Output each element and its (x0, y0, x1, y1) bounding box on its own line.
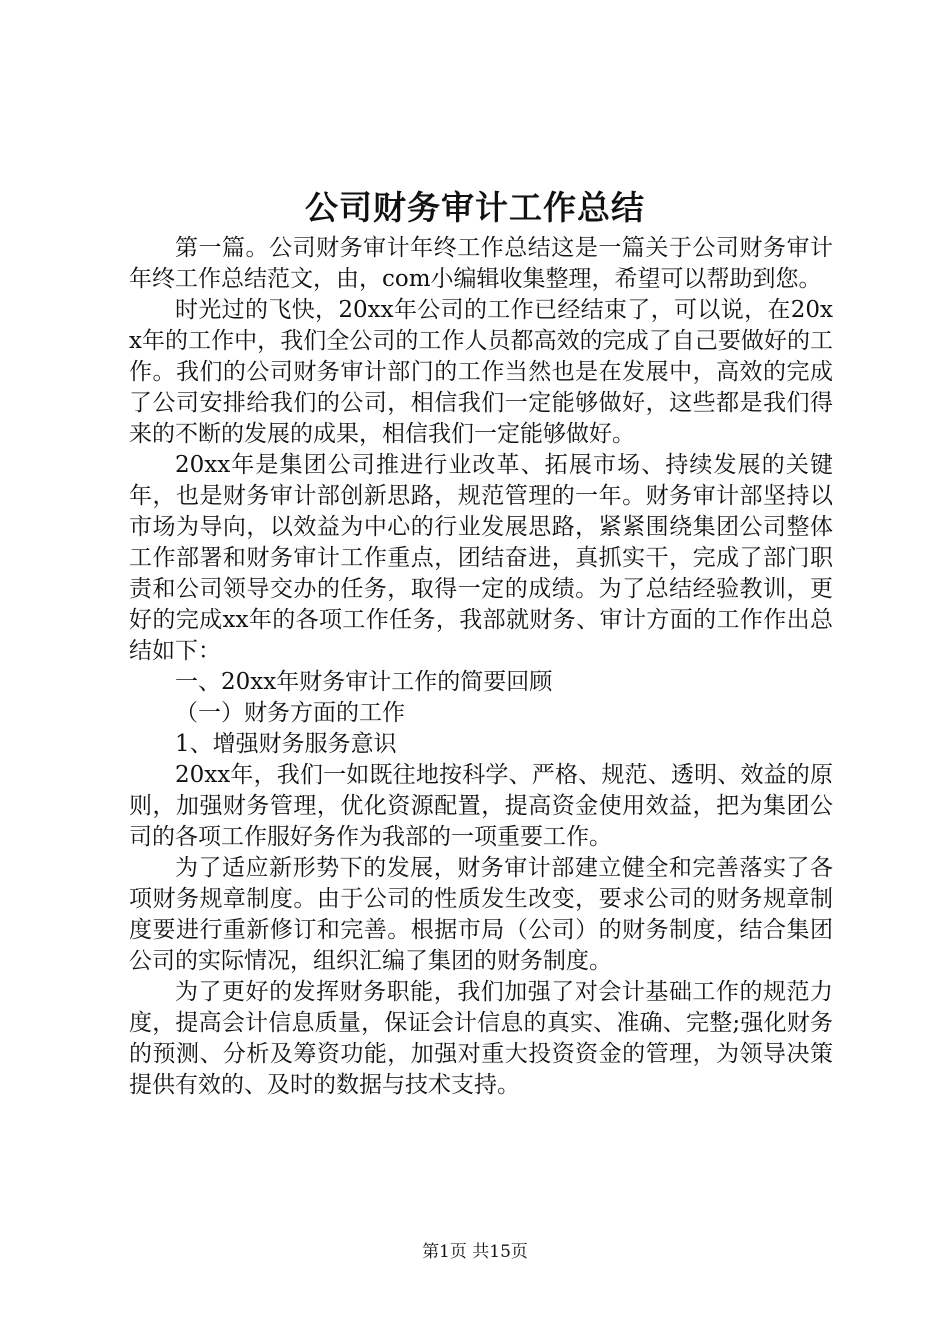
subsection-heading-finance: （一）财务方面的工作 (175, 700, 405, 726)
document-body (129, 233, 833, 1101)
item-heading-service: 1、增强财务服务意识 (175, 731, 397, 757)
paragraph-time-passes: 时光过的飞快，20xx年公司的工作已经结束了，可以说，在20xx年的工作中，我们全公司的工作人员都高效的完成了自己要做好的工作。我们的公司财务审计部门的工作当然也是在发展中，高效的完成了公司安排给我们的公司，相信我们一定能够做好，这些都是我们得来的不断的发展的成果，相信我们一定能够做好。 (129, 297, 833, 447)
paragraph-key-year: 20xx年是集团公司推进行业改革、拓展市场、持续发展的关键年，也是财务审计部创新思路，规范管理的一年。财务审计部坚持以市场为导向，以效益为中心的行业发展思路，紧紧围绕集团公司整体工作部署和财务审计工作重点，团结奋进，真抓实干，完成了部门职责和公司领导交办的任务，取得一定的成绩。为了总结经验教训，更好的完成xx年的各项工作任务，我部就财务、审计方面的工作作出总结如下： (129, 452, 833, 664)
paragraph-regulations: 为了适应新形势下的发展，财务审计部建立健全和完善落实了各项财务规章制度。由于公司的性质发生改变，要求公司的财务规章制度要进行重新修订和完善。根据市局（公司）的财务制度，结合集团公司的实际情况，组织汇编了集团的财务制度。 (129, 855, 833, 974)
section-heading-review: 一、20xx年财务审计工作的简要回顾 (175, 669, 553, 695)
paragraph-accounting: 为了更好的发挥财务职能，我们加强了对会计基础工作的规范力度，提高会计信息质量，保证会计信息的真实、准确、完整;强化财务的预测、分析及筹资功能，加强对重大投资资金的管理，为领导决策提供有效的、及时的数据与技术支持。 (129, 979, 833, 1098)
paragraph-principles: 20xx年，我们一如既往地按科学、严格、规范、透明、效益的原则，加强财务管理，优化资源配置，提高资金使用效益，把为集团公司的各项工作服好务作为我部的一项重要工作。 (129, 762, 833, 850)
page-number-footer: 第1页 共15页 (422, 1242, 528, 1262)
paragraph-intro: 第一篇。公司财务审计年终工作总结这是一篇关于公司财务审计年终工作总结范文，由，com小编辑收集整理，希望可以帮助到您。 (129, 235, 833, 292)
document-title: 公司财务审计工作总结 (305, 188, 645, 227)
